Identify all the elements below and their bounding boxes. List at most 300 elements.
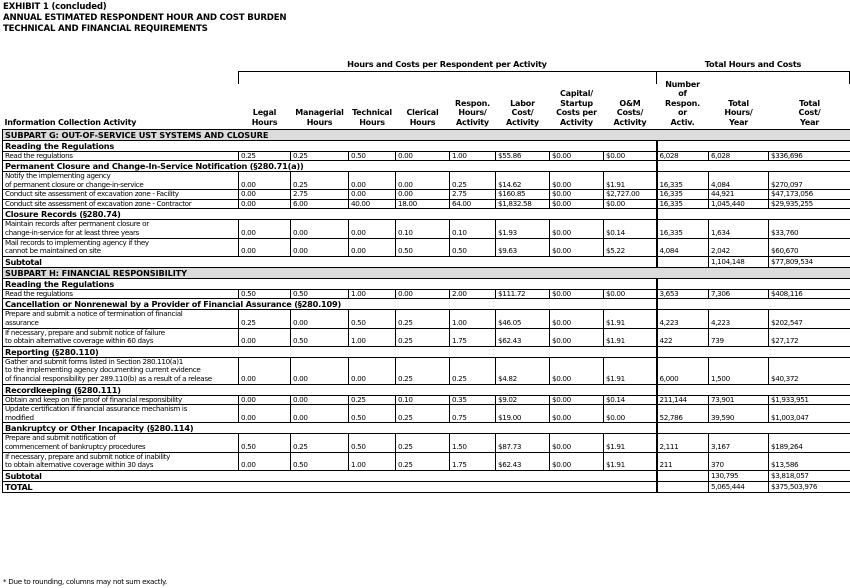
value-cell: 0.50: [239, 289, 291, 299]
value-cell: 40.00: [349, 199, 396, 209]
value-cell: 1.00: [349, 289, 396, 299]
exhibit-title: ANNUAL ESTIMATED RESPONDENT HOUR AND COST BURDEN: [3, 13, 287, 23]
group-header-totals: Total Hours and Costs: [704, 59, 802, 69]
column-header-line: Hours/: [458, 108, 487, 118]
activity-label: [3, 220, 239, 238]
activity-label-line: assurance: [5, 318, 39, 328]
activity-label-line: Read the regulations: [5, 289, 73, 298]
value-cell: $0.00: [604, 199, 657, 209]
activity-label: [3, 238, 239, 256]
column-header: [291, 73, 349, 129]
column-header-line: Startup: [560, 98, 593, 108]
value-cell: $13,586: [769, 452, 850, 470]
blank-cell: [657, 278, 850, 289]
value-cell: 6,000: [657, 357, 709, 384]
value-cell: 0.00: [291, 395, 349, 405]
activity-label: [3, 357, 239, 384]
value-cell: $202,547: [769, 310, 850, 328]
table-row: [3, 328, 850, 346]
activity-label-line: If necessary, prepare and submit notice of failure: [5, 328, 165, 337]
activity-label-line: Prepare and submit a notice of termination of financial: [5, 309, 183, 319]
table-row: [3, 395, 850, 405]
column-header: [450, 73, 496, 129]
column-header: [396, 73, 450, 129]
column-header-line: Total: [799, 98, 820, 108]
activity-label-line: of permanent closure or change-in-service: [5, 179, 144, 189]
value-cell: 0.00: [291, 357, 349, 384]
value-cell: 0.00: [291, 310, 349, 328]
value-cell: 0.75: [450, 405, 496, 423]
column-header-line: O&M: [619, 98, 641, 108]
value-cell: 0.25: [450, 172, 496, 190]
subheader-row: [3, 161, 850, 172]
section-header-row: [3, 129, 850, 140]
value-cell: 0.50: [291, 289, 349, 299]
value-cell: 1,045,440: [709, 199, 769, 209]
value-cell: $9.02: [496, 395, 550, 405]
activity-label-line: Conduct site assessment of excavation zone - Contractor: [5, 199, 192, 208]
value-cell: 0.25: [239, 310, 291, 328]
value-cell: $0.00: [604, 151, 657, 161]
value-cell: $0.14: [604, 395, 657, 405]
value-cell: 0.10: [450, 220, 496, 238]
column-header-line: Clerical: [406, 108, 439, 118]
value-cell: 0.50: [349, 405, 396, 423]
value-cell: $62.43: [496, 452, 550, 470]
value-cell: 3,167: [709, 434, 769, 452]
column-header-line: Cost/: [798, 108, 821, 118]
activity-label-line: to the implementing agency documenting current evidence: [5, 365, 201, 375]
value-cell: 6,028: [709, 151, 769, 161]
column-header-line: Activity: [560, 117, 593, 127]
activity-label: [3, 172, 239, 190]
column-header: [3, 73, 239, 129]
section-title: SUBPART H: FINANCIAL RESPONSIBILITY: [3, 267, 850, 278]
value-cell: $46.05: [496, 310, 550, 328]
activity-label: [3, 395, 239, 405]
value-cell: 0.00: [396, 172, 450, 190]
column-header-line: Cost/: [511, 108, 534, 118]
total-label: Subtotal: [3, 470, 657, 481]
column-header-line: of: [678, 89, 687, 99]
subheader-title: Reporting (§280.110): [3, 346, 657, 357]
value-cell: 0.25: [450, 357, 496, 384]
total-hours: 5,065,444: [709, 481, 769, 492]
subheader-row: [3, 278, 850, 289]
value-cell: 7,306: [709, 289, 769, 299]
value-cell: $0.00: [550, 220, 604, 238]
group-header-per-activity: Hours and Costs per Respondent per Activity: [347, 59, 547, 69]
value-cell: $0.00: [550, 405, 604, 423]
column-header-line: Respon.: [455, 98, 490, 108]
activity-label-line: Conduct site assessment of excavation zone - Facility: [5, 189, 179, 199]
value-cell: $1.91: [604, 328, 657, 346]
value-cell: 0.00: [239, 405, 291, 423]
column-header: [239, 73, 291, 129]
value-cell: 0.00: [291, 238, 349, 256]
activity-label-line: Maintain records after permanent closure or: [5, 219, 149, 229]
column-header: [769, 73, 850, 129]
table-row: [3, 220, 850, 238]
value-cell: 1.75: [450, 452, 496, 470]
column-header-line: Activity: [456, 117, 489, 127]
activity-label-line: Prepare and submit notification of: [5, 433, 116, 443]
subheader-row: [3, 209, 850, 220]
value-cell: 0.25: [396, 357, 450, 384]
value-cell: $111.72: [496, 289, 550, 299]
burden-table: [2, 73, 850, 493]
value-cell: 0.25: [349, 395, 396, 405]
subheader-title: Recordkeeping (§280.111): [3, 384, 657, 395]
value-cell: 0.00: [396, 190, 450, 200]
column-header-row: [3, 73, 850, 129]
value-cell: 1.00: [450, 310, 496, 328]
value-cell: 16,335: [657, 199, 709, 209]
table-row: [3, 151, 850, 161]
value-cell: $40,372: [769, 357, 850, 384]
activity-label: [3, 190, 239, 200]
value-cell: 0.00: [239, 172, 291, 190]
value-cell: $1.91: [604, 172, 657, 190]
table-row: [3, 190, 850, 200]
column-header-line: Hours/: [724, 108, 753, 118]
value-cell: 2,111: [657, 434, 709, 452]
value-cell: $1.91: [604, 357, 657, 384]
value-cell: 0.10: [396, 220, 450, 238]
value-cell: 2.75: [450, 190, 496, 200]
column-header-line: Activity: [613, 117, 647, 127]
value-cell: 0.25: [291, 172, 349, 190]
value-cell: 1.75: [450, 328, 496, 346]
value-cell: $55.86: [496, 151, 550, 161]
activity-label: [3, 434, 239, 452]
column-header: [550, 73, 604, 129]
activity-label: [3, 199, 239, 209]
value-cell: 0.00: [396, 151, 450, 161]
value-cell: $160.85: [496, 190, 550, 200]
value-cell: 0.00: [291, 405, 349, 423]
column-header-line: or: [677, 108, 688, 118]
table-row: [3, 452, 850, 470]
value-cell: $9.63: [496, 238, 550, 256]
value-cell: $1,832.58: [496, 199, 550, 209]
subheader-title: Permanent Closure and Change-In-Service Notification (§280.71(a)): [3, 161, 657, 172]
total-row: [3, 256, 850, 267]
exhibit-label: EXHIBIT 1 (concluded): [3, 2, 107, 12]
value-cell: $0.00: [550, 310, 604, 328]
value-cell: $1,003,047: [769, 405, 850, 423]
value-cell: 370: [709, 452, 769, 470]
column-header: [496, 73, 550, 129]
value-cell: $336,696: [769, 151, 850, 161]
value-cell: $0.00: [550, 328, 604, 346]
subheader-title: Reading the Regulations: [3, 140, 657, 151]
activity-label-line: to obtain alternative coverage within 30 days: [5, 460, 154, 470]
column-header-line: Costs per: [556, 108, 597, 118]
value-cell: 0.00: [239, 328, 291, 346]
table-row: [3, 310, 850, 328]
table-body: [3, 129, 850, 492]
value-cell: 0.00: [239, 238, 291, 256]
value-cell: 6.00: [291, 199, 349, 209]
value-cell: 0.00: [349, 220, 396, 238]
section-title: SUBPART G: OUT-OF-SERVICE UST SYSTEMS AND CLOSURE: [3, 129, 850, 140]
value-cell: 0.00: [349, 357, 396, 384]
value-cell: 4,084: [709, 172, 769, 190]
value-cell: 0.00: [239, 357, 291, 384]
value-cell: 4,223: [709, 310, 769, 328]
column-header-line: Information Collection Activity: [4, 117, 137, 127]
column-header-line: Year: [728, 117, 749, 127]
value-cell: $4.82: [496, 357, 550, 384]
value-cell: $0.00: [550, 190, 604, 200]
total-hours: 1,104,148: [709, 256, 769, 267]
value-cell: 0.00: [349, 190, 396, 200]
activity-label-line: change-in-service for at least three years: [5, 228, 139, 238]
value-cell: 52,786: [657, 405, 709, 423]
activity-label-line: commencement of bankruptcy procedures: [5, 441, 146, 451]
value-cell: 0.25: [396, 452, 450, 470]
activity-label-line: Update certification if financial assurance mechanism is: [5, 404, 187, 414]
value-cell: 0.50: [349, 310, 396, 328]
activity-label-line: to obtain alternative coverage within 60 days: [5, 336, 154, 346]
value-cell: 1.00: [450, 151, 496, 161]
value-cell: $47,173,056: [769, 190, 850, 200]
value-cell: $0.00: [550, 238, 604, 256]
total-row: [3, 481, 850, 492]
activity-label-line: of financial responsibility per 289.110(b) as a result of a release: [5, 374, 212, 383]
value-cell: $0.00: [550, 357, 604, 384]
value-cell: 0.25: [396, 405, 450, 423]
activity-label: [3, 151, 239, 161]
subheader-row: [3, 423, 850, 434]
value-cell: 0.00: [349, 172, 396, 190]
value-cell: 0.50: [349, 151, 396, 161]
value-cell: 2.75: [291, 190, 349, 200]
value-cell: 1,500: [709, 357, 769, 384]
value-cell: 4,223: [657, 310, 709, 328]
value-cell: 0.00: [239, 220, 291, 238]
subheader-row: [3, 384, 850, 395]
value-cell: 0.00: [349, 238, 396, 256]
total-label: Subtotal: [3, 256, 657, 267]
subheader-title: Cancellation or Nonrenewal by a Provider of Financial Assurance (§280.109): [3, 299, 657, 310]
value-cell: $1,933,951: [769, 395, 850, 405]
value-cell: 211,144: [657, 395, 709, 405]
value-cell: 0.25: [239, 151, 291, 161]
table-row: [3, 199, 850, 209]
value-cell: $2,727.00: [604, 190, 657, 200]
value-cell: 4,084: [657, 238, 709, 256]
column-header-line: Capital/: [559, 89, 594, 99]
value-cell: 0.50: [349, 434, 396, 452]
value-cell: 0.50: [450, 238, 496, 256]
table-row: [3, 238, 850, 256]
column-header-line: Hours: [306, 117, 333, 127]
column-header-line: Activ.: [670, 117, 695, 127]
activity-label-line: If necessary, prepare and submit notice of inability: [5, 452, 171, 461]
activity-label: [3, 289, 239, 299]
column-header-line: Managerial: [295, 108, 344, 118]
subheader-row: [3, 346, 850, 357]
column-header-line: Number: [665, 79, 700, 89]
value-cell: 0.50: [239, 434, 291, 452]
blank-cell: [657, 256, 709, 267]
value-cell: $0.00: [550, 395, 604, 405]
value-cell: 0.25: [396, 434, 450, 452]
value-cell: 0.00: [239, 395, 291, 405]
activity-label: [3, 405, 239, 423]
column-header: [604, 73, 657, 129]
value-cell: $0.00: [604, 289, 657, 299]
column-header: [709, 73, 769, 129]
value-cell: $1.91: [604, 434, 657, 452]
value-cell: 73,901: [709, 395, 769, 405]
column-header-line: Technical: [352, 108, 392, 118]
value-cell: 16,335: [657, 220, 709, 238]
value-cell: $62.43: [496, 328, 550, 346]
value-cell: $1.91: [604, 310, 657, 328]
value-cell: 1,634: [709, 220, 769, 238]
value-cell: $1.93: [496, 220, 550, 238]
value-cell: $189,264: [769, 434, 850, 452]
total-row: [3, 470, 850, 481]
value-cell: 0.50: [291, 328, 349, 346]
value-cell: 3,653: [657, 289, 709, 299]
value-cell: $0.00: [550, 434, 604, 452]
value-cell: $408,116: [769, 289, 850, 299]
table-row: [3, 405, 850, 423]
value-cell: 2.00: [450, 289, 496, 299]
total-hours: 130,795: [709, 470, 769, 481]
value-cell: 0.35: [450, 395, 496, 405]
column-header-line: Year: [799, 117, 820, 127]
activity-label-line: Notify the implementing agency: [5, 171, 111, 181]
activity-label-line: Read the regulations: [5, 151, 73, 160]
table-row: [3, 289, 850, 299]
total-cost: $3,818,057: [769, 470, 850, 481]
activity-label-line: cannot be maintained on site: [5, 246, 101, 256]
value-cell: $33,760: [769, 220, 850, 238]
activity-label: [3, 328, 239, 346]
value-cell: $0.00: [550, 452, 604, 470]
column-header-line: Activity: [506, 117, 539, 127]
value-cell: 0.50: [291, 452, 349, 470]
value-cell: 0.00: [396, 289, 450, 299]
column-header-line: Legal: [252, 108, 277, 118]
value-cell: $1.91: [604, 452, 657, 470]
total-cost: $375,503,976: [769, 481, 850, 492]
section-header-row: [3, 267, 850, 278]
value-cell: 2,042: [709, 238, 769, 256]
total-label: TOTAL: [3, 481, 657, 492]
value-cell: 18.00: [396, 199, 450, 209]
activity-label: [3, 310, 239, 328]
value-cell: 0.00: [239, 452, 291, 470]
value-cell: 0.50: [396, 238, 450, 256]
exhibit-subtitle: TECHNICAL AND FINANCIAL REQUIREMENTS: [3, 24, 208, 34]
blank-cell: [657, 140, 850, 151]
value-cell: 1.00: [349, 452, 396, 470]
value-cell: $0.00: [550, 172, 604, 190]
value-cell: 6,028: [657, 151, 709, 161]
subheader-title: Bankruptcy or Other Incapacity (§280.114): [3, 423, 657, 434]
column-header-line: Hours: [409, 117, 436, 127]
table-row: [3, 434, 850, 452]
value-cell: 0.10: [396, 395, 450, 405]
blank-cell: [657, 470, 709, 481]
footnote: * Due to rounding, columns may not sum exactly.: [3, 577, 167, 586]
blank-cell: [657, 423, 850, 434]
value-cell: 739: [709, 328, 769, 346]
subheader-row: [3, 299, 850, 310]
subheader-row: [3, 140, 850, 151]
column-header-line: Hours: [251, 117, 278, 127]
total-cost: $77,809,534: [769, 256, 850, 267]
value-cell: 44,921: [709, 190, 769, 200]
value-cell: 0.25: [396, 328, 450, 346]
value-cell: 0.00: [239, 190, 291, 200]
value-cell: $0.14: [604, 220, 657, 238]
value-cell: 211: [657, 452, 709, 470]
value-cell: 0.00: [291, 220, 349, 238]
column-header-line: Labor: [510, 98, 535, 108]
value-cell: 16,335: [657, 190, 709, 200]
blank-cell: [657, 384, 850, 395]
value-cell: $0.00: [550, 199, 604, 209]
value-cell: 422: [657, 328, 709, 346]
value-cell: 0.25: [291, 434, 349, 452]
value-cell: 0.25: [396, 310, 450, 328]
value-cell: $87.73: [496, 434, 550, 452]
value-cell: $270,097: [769, 172, 850, 190]
table-row: [3, 357, 850, 384]
value-cell: $5.22: [604, 238, 657, 256]
value-cell: $0.00: [550, 151, 604, 161]
value-cell: 1.50: [450, 434, 496, 452]
value-cell: 0.00: [239, 199, 291, 209]
value-cell: $19.00: [496, 405, 550, 423]
column-header: [349, 73, 396, 129]
blank-cell: [657, 346, 850, 357]
blank-cell: [657, 481, 709, 492]
column-header-line: Respon.: [665, 98, 700, 108]
column-header-line: Hours: [359, 117, 385, 127]
blank-cell: [657, 161, 850, 172]
value-cell: $29,935,255: [769, 199, 850, 209]
value-cell: $60,670: [769, 238, 850, 256]
column-header-line: Costs/: [616, 108, 644, 118]
value-cell: 1.00: [349, 328, 396, 346]
value-cell: 39,590: [709, 405, 769, 423]
subheader-title: Reading the Regulations: [3, 278, 657, 289]
blank-cell: [657, 209, 850, 220]
activity-label-line: modified: [5, 412, 34, 422]
activity-label-line: Gather and submit forms listed in Section 280.110(a)1: [5, 357, 183, 366]
value-cell: 0.25: [291, 151, 349, 161]
value-cell: $0.00: [550, 289, 604, 299]
activity-label-line: Mail records to implementing agency if they: [5, 238, 149, 247]
table-row: [3, 172, 850, 190]
value-cell: 64.00: [450, 199, 496, 209]
activity-label-line: Obtain and keep on file proof of financial responsibility: [5, 395, 182, 404]
value-cell: $0.00: [604, 405, 657, 423]
column-header: [657, 73, 709, 129]
value-cell: 16,335: [657, 172, 709, 190]
value-cell: $14.62: [496, 172, 550, 190]
value-cell: $27,172: [769, 328, 850, 346]
activity-label: [3, 452, 239, 470]
